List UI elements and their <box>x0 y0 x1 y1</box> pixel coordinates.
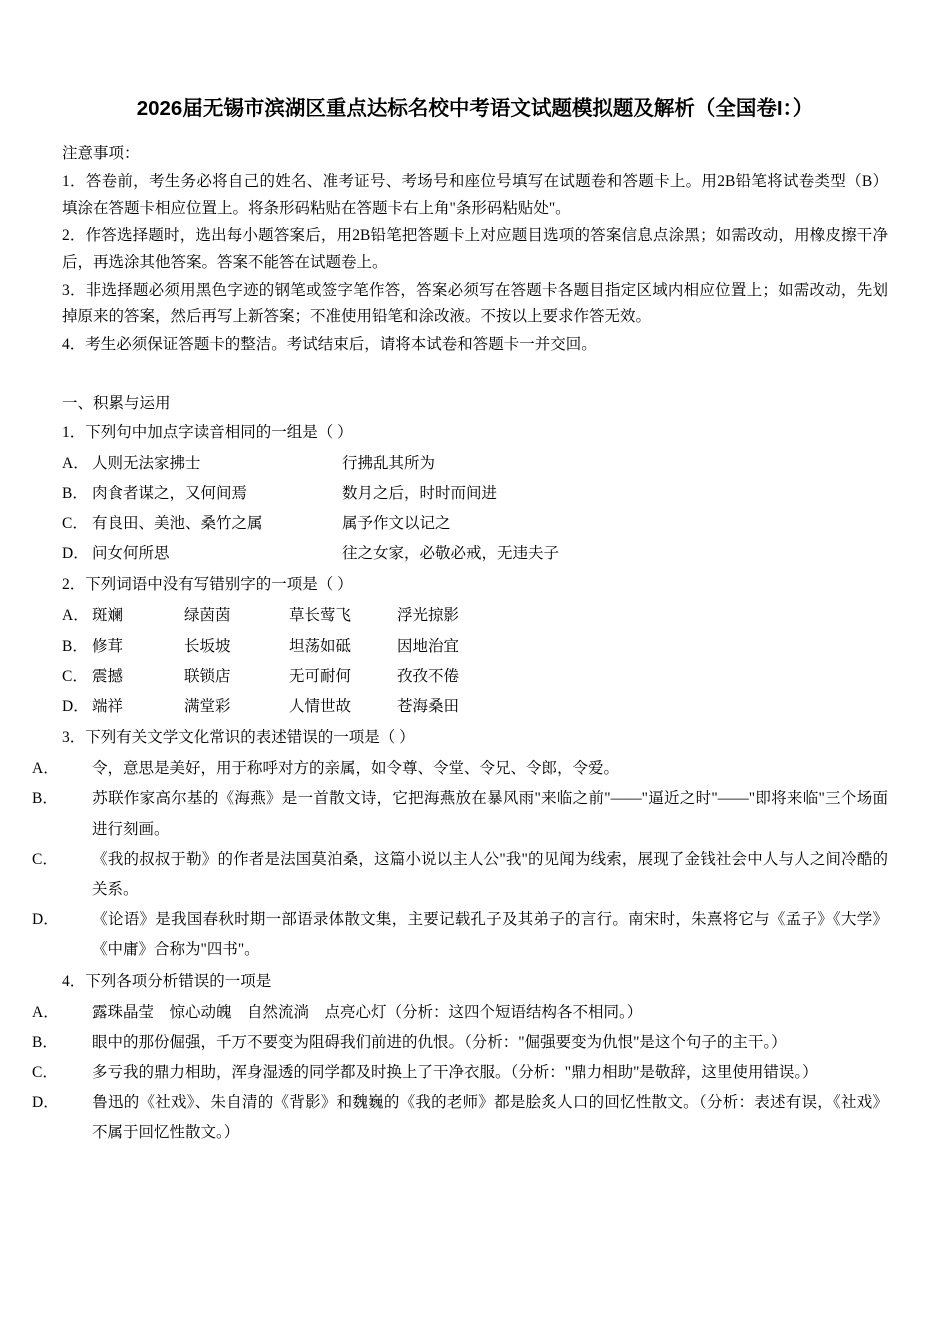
option-letter: A． <box>62 454 89 472</box>
option-text: 多亏我的鼎力相助，浑身湿透的同学都及时换上了干净衣服。（分析："鼎力相助"是敬辞，这里使用错误。） <box>92 1063 818 1081</box>
option-word: 长坂坡 <box>184 637 231 655</box>
option-word: 人情世故 <box>289 697 352 715</box>
option-text-right: 往之女家，必敬必戒，无违夫子 <box>342 545 560 563</box>
option-word: 因地治宜 <box>397 637 460 655</box>
option-paragraph <box>32 754 888 784</box>
option-text-right: 行拂乱其所为 <box>342 454 436 472</box>
option-paragraph <box>32 1058 888 1088</box>
option-row <box>62 662 888 692</box>
option-row <box>62 692 888 722</box>
option-paragraph <box>32 1088 888 1148</box>
option-paragraph <box>32 998 888 1028</box>
option-letter: B． <box>32 790 58 808</box>
option-text-right: 数月之后，时时而间进 <box>342 484 498 502</box>
notice-item: 1．答卷前，考生务必将自己的姓名、准考证号、考场号和座位号填写在试题卷和答题卡上。用2B铅笔将试卷类型（B）填涂在答题卡相应位置上。将条形码粘贴在答题卡右上角"条形码粘贴处"。 <box>62 172 888 217</box>
option-word: 草长莺飞 <box>289 607 352 625</box>
option-row <box>62 449 888 479</box>
option-paragraph <box>32 784 888 844</box>
option-letter: C． <box>32 1063 58 1081</box>
option-letter: D． <box>32 911 59 929</box>
option-row <box>62 539 888 569</box>
page-title: 2026届无锡市滨湖区重点达标名校中考语文试题模拟题及解析（全国卷I：） <box>136 97 814 120</box>
notice-item: 4．考生必须保证答题卡的整洁。考试结束后，请将本试卷和答题卡一并交回。 <box>62 335 597 353</box>
option-word: 修茸 <box>92 637 124 655</box>
option-row <box>62 632 888 662</box>
option-word: 苍海桑田 <box>397 697 460 715</box>
option-text: 《论语》是我国春秋时期一部语录体散文集，主要记载孔子及其弟子的言行。南宋时，朱熹将它与《孟子》《大学》《中庸》合称为"四书"。 <box>92 911 888 959</box>
option-paragraph <box>32 1028 888 1058</box>
option-word: 绿茵茵 <box>184 607 231 625</box>
option-text: 令，意思是美好，用于称呼对方的亲属，如令尊、令堂、令兄、令郎，令爱。 <box>92 760 620 778</box>
option-row <box>62 509 888 539</box>
option-row <box>62 479 888 509</box>
option-text-right: 属予作文以记之 <box>342 514 451 532</box>
option-text-left: 问女何所思 <box>92 545 170 563</box>
option-text: 苏联作家高尔基的《海燕》是一首散文诗，它把海燕放在暴风雨"来临之前"——"逼近之时"——"即将来临"三个场面进行刻画。 <box>92 790 888 838</box>
option-letter: A． <box>32 1003 59 1021</box>
option-letter: C． <box>32 850 58 868</box>
option-word: 浮光掠影 <box>397 607 460 625</box>
option-text: 露珠晶莹 惊心动魄 自然流淌 点亮心灯（分析：这四个短语结构各不相同。） <box>92 1003 643 1021</box>
option-word: 斑斓 <box>92 607 124 625</box>
notice-item: 3．非选择题必须用黑色字迹的钢笔或签字笔作答，答案必须写在答题卡各题目指定区域内相应位置上；如需改动，先划掉原来的答案，然后再写上新答案；不准使用铅笔和涂改液。不按以上要求作答无效。 <box>62 281 888 326</box>
option-word: 联锁店 <box>184 667 231 685</box>
option-row <box>62 601 888 631</box>
option-word: 满堂彩 <box>184 697 231 715</box>
question-stem-3: 3．下列有关文学文化常识的表述错误的一项是（ ） <box>62 729 415 747</box>
option-text-left: 人则无法家拂士 <box>92 454 201 472</box>
option-text-left: 肉食者谋之，又何间焉 <box>92 484 248 502</box>
option-letter: D． <box>32 1094 59 1112</box>
notice-list <box>62 169 888 359</box>
option-text-left: 有良田、美池、桑竹之属 <box>92 514 263 532</box>
question-stem-4: 4．下列各项分析错误的一项是 <box>62 972 272 990</box>
option-text: 《我的叔叔于勒》的作者是法国莫泊桑，这篇小说以主人公"我"的见闻为线索，展现了金钱社会中人与人之间冷酷的关系。 <box>92 850 888 898</box>
option-paragraph <box>32 905 888 965</box>
option-letter: A． <box>62 607 89 625</box>
option-letter: A． <box>32 760 59 778</box>
option-letter: D． <box>62 697 89 715</box>
option-letter: B． <box>32 1033 58 1051</box>
option-word: 端祥 <box>92 697 124 715</box>
notice-heading: 注意事项： <box>62 144 140 162</box>
option-word: 孜孜不倦 <box>397 667 460 685</box>
option-letter: D． <box>62 545 89 563</box>
spacer <box>62 360 888 390</box>
option-text: 鲁迅的《社戏》、朱自清的《背影》和魏巍的《我的老师》都是脍炙人口的回忆性散文。（分析：表述有误，《社戏》不属于回忆性散文。） <box>92 1094 888 1142</box>
option-word: 震撼 <box>92 667 124 685</box>
option-letter: C． <box>62 667 88 685</box>
option-word: 无可耐何 <box>289 667 352 685</box>
section-heading-part-one: 一、积累与运用 <box>62 394 171 412</box>
question-stem-2: 2．下列词语中没有写错别字的一项是（ ） <box>62 576 353 594</box>
notice-item: 2．作答选择题时，选出每小题答案后，用2B铅笔把答题卡上对应题目选项的答案信息点涂黑；如需改动，用橡皮擦干净后，再选涂其他答案。答案不能答在试题卷上。 <box>62 227 888 271</box>
option-letter: B． <box>62 484 88 502</box>
option-word: 坦荡如砥 <box>289 637 352 655</box>
option-text: 眼中的那份倔强，千万不要变为阻碍我们前进的仇恨。（分析："倔强要变为仇恨"是这个句子的主干。） <box>92 1033 787 1051</box>
option-paragraph <box>32 845 888 905</box>
option-letter: C． <box>62 514 88 532</box>
question-stem-1: 1．下列句中加点字读音相同的一组是（ ） <box>62 423 353 441</box>
option-letter: B． <box>62 637 88 655</box>
